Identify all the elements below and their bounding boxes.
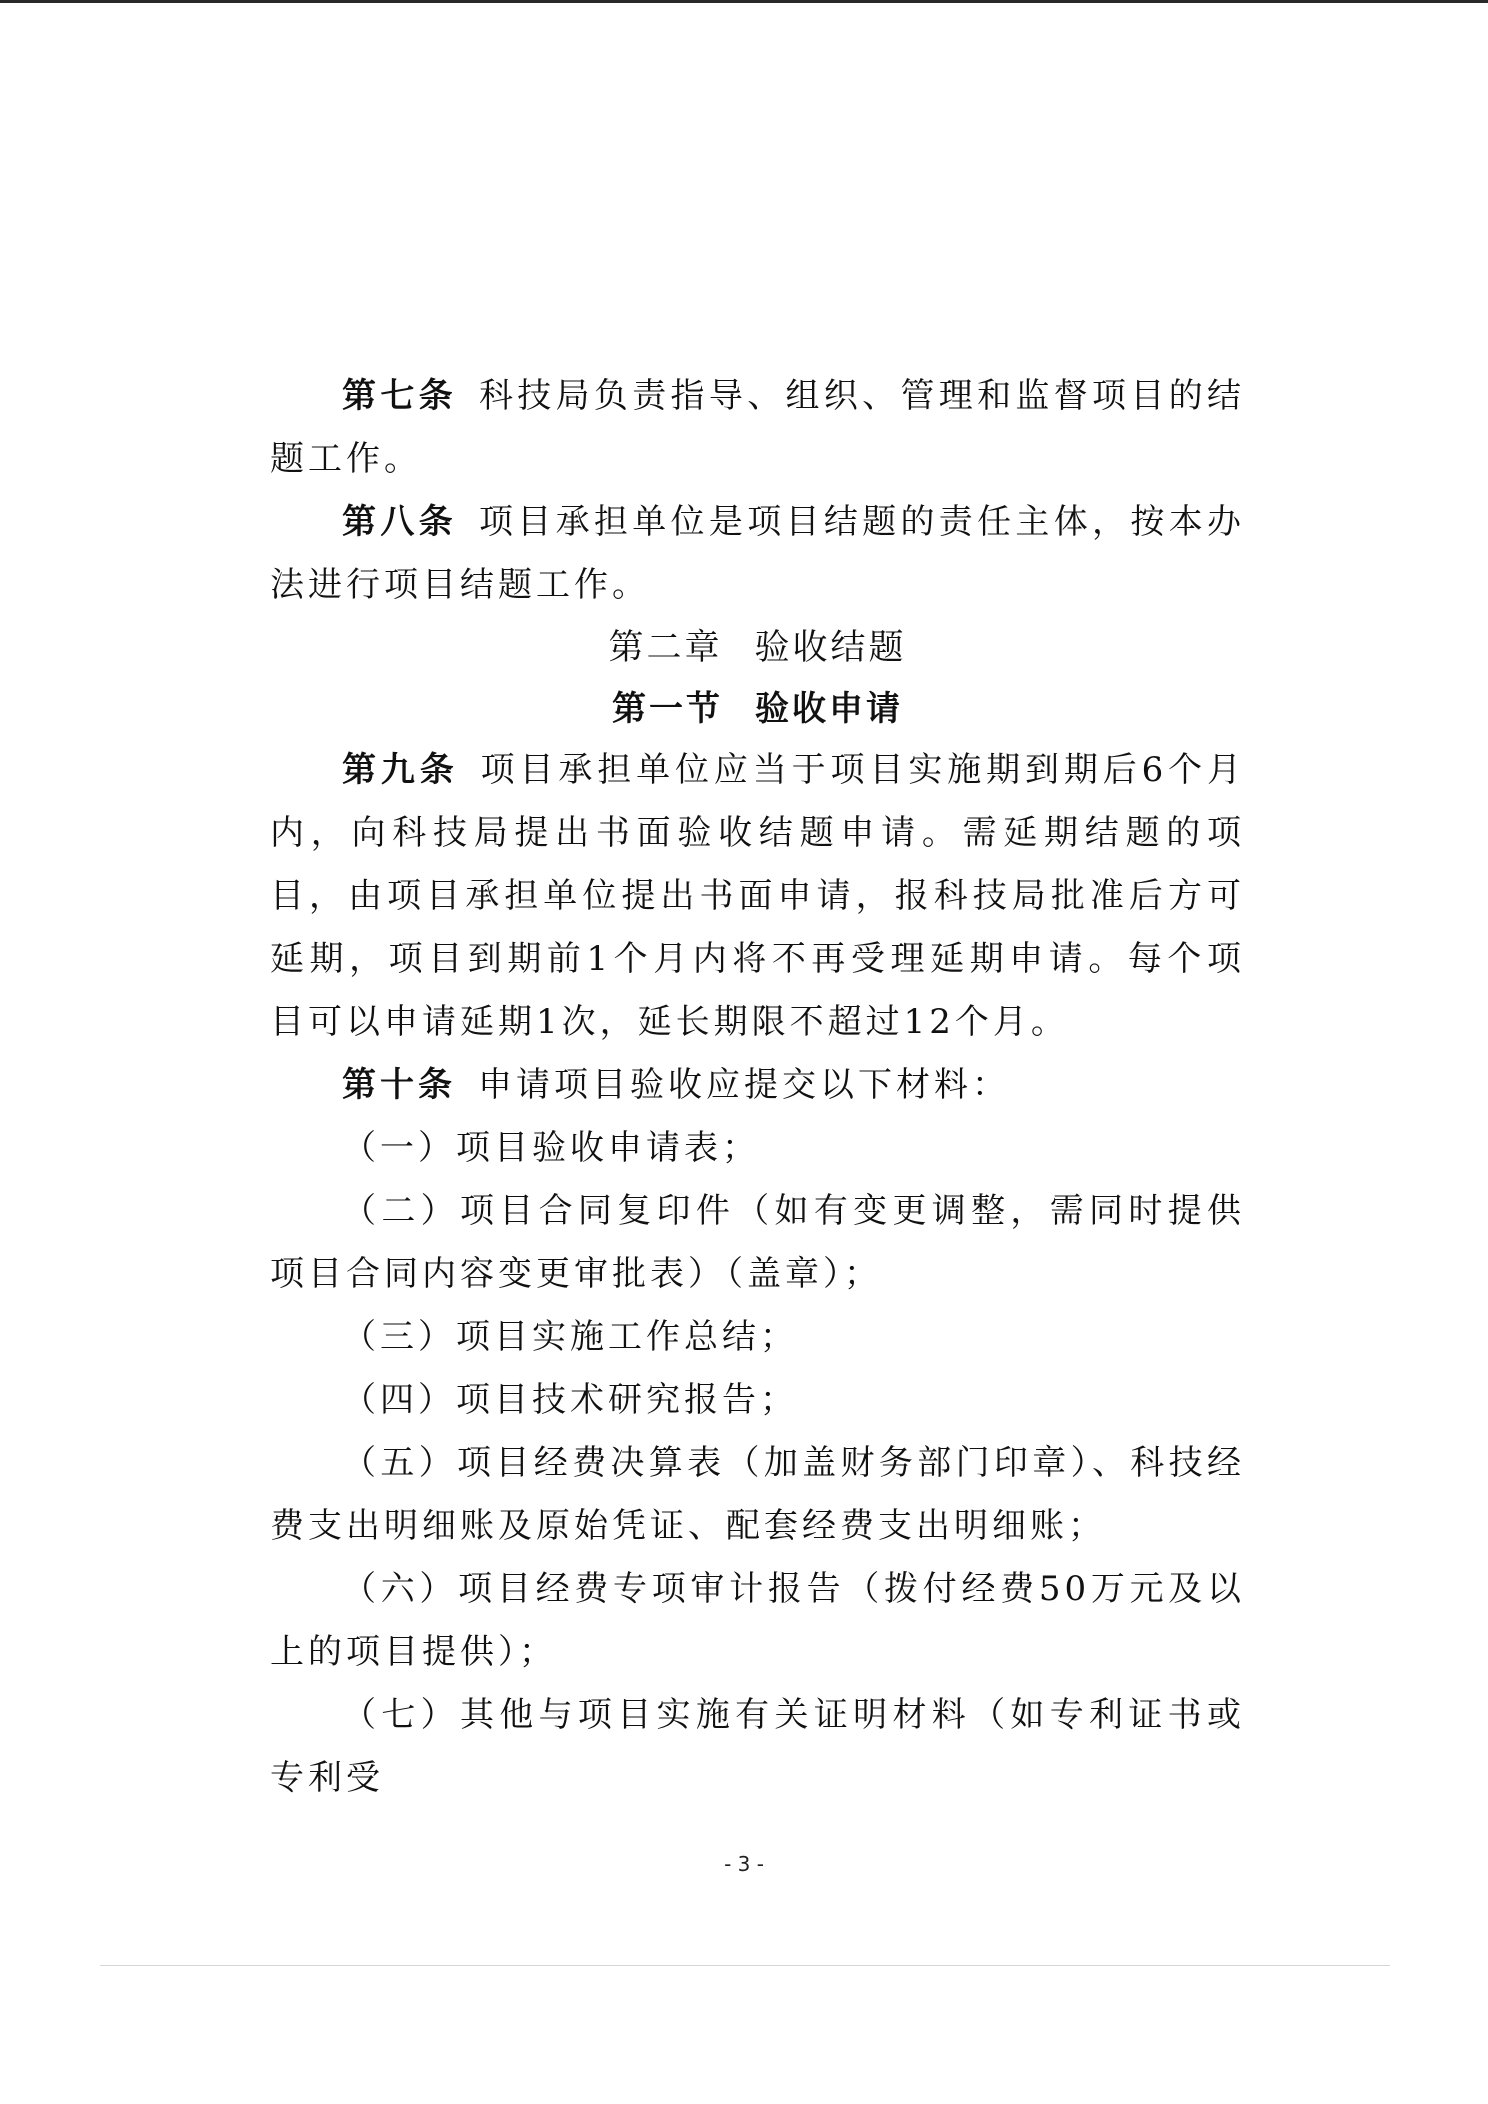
article-number: 第九条 <box>342 750 459 790</box>
article-text: 项目承担单位应当于项目实施期到期后6个月内，向科技局提出书面验收结题申请。需延期结题的项目，由项目承担单位提出书面申请，报科技局批准后方可延期，项目到期前1个月内将不再受理延期申请。每个项目可以申请延期1次，延长期限不超过12个月。 <box>270 750 1245 1042</box>
article-number: 第七条 <box>342 376 457 416</box>
article-number: 第八条 <box>342 502 457 542</box>
page-number: - 3 - <box>724 1852 764 1876</box>
chapter-heading <box>270 617 1245 679</box>
scan-top-edge <box>0 0 1488 3</box>
material-item: （七）其他与项目实施有关证明材料（如专利证书或专利受 <box>270 1695 1245 1798</box>
material-item: （一）项目验收申请表； <box>342 1128 760 1168</box>
section-title: 验收申请 <box>755 689 903 729</box>
article-text: 科技局负责指导、组织、管理和监督项目的结题工作。 <box>270 376 1246 479</box>
article-9 <box>270 739 1245 1054</box>
material-item: （六）项目经费专项审计报告（拨付经费50万元及以上的项目提供）； <box>270 1569 1245 1672</box>
article-8 <box>270 491 1245 617</box>
article-text: 项目承担单位是项目结题的责任主体，按本办法进行项目结题工作。 <box>270 502 1246 605</box>
section-heading <box>270 679 1245 739</box>
article-number: 第十条 <box>342 1065 456 1105</box>
material-item: （二）项目合同复印件（如有变更调整，需同时提供项目合同内容变更审批表）（盖章）； <box>270 1191 1245 1294</box>
section-number: 第一节 <box>612 689 723 729</box>
chapter-title: 验收结题 <box>754 628 907 668</box>
article-10 <box>270 1054 1245 1117</box>
chapter-number: 第二章 <box>608 628 723 668</box>
article-text: 申请项目验收应提交以下材料： <box>478 1065 1010 1105</box>
scan-bottom-line <box>100 1965 1390 1966</box>
material-item: （五）项目经费决算表（加盖财务部门印章）、科技经费支出明细账及原始凭证、配套经费支出明细账； <box>270 1443 1245 1546</box>
material-item: （四）项目技术研究报告； <box>342 1380 798 1420</box>
article-7 <box>270 365 1245 491</box>
material-item: （三）项目实施工作总结； <box>342 1317 798 1357</box>
document-body <box>270 365 1245 1810</box>
